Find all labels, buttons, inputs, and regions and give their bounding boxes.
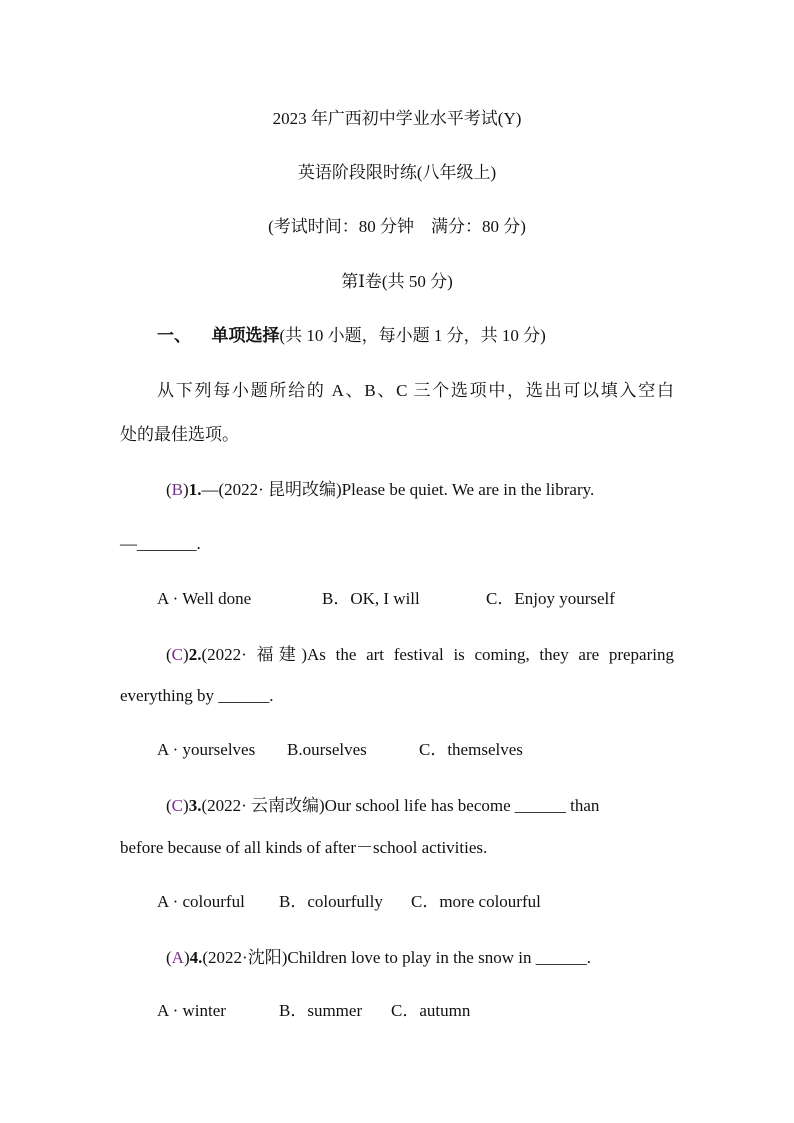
question-3-stem-line1: (C)3.(2022· 云南改编)Our school life has become ______ than — [166, 796, 600, 815]
section-instruction-line2: 处的最佳选项。 — [120, 425, 239, 444]
question-2-option-b: B.ourselves — [287, 740, 367, 759]
question-1-number: 1. — [188, 480, 202, 499]
question-4-answer: (A) — [166, 948, 190, 967]
section-heading — [157, 324, 674, 348]
section-instruction-line1: 从下列每小题所给的 A、B、C 三个选项中，选出可以填入空白 — [157, 381, 674, 400]
question-4-options — [157, 999, 674, 1023]
question-1-stem-line1: (B)1.—(2022· 昆明改编)Please be quiet. We are in the library. — [166, 480, 595, 499]
section-title: 单项选择 — [211, 326, 280, 345]
question-1-options — [157, 587, 674, 611]
question-4-option-a: A · winter — [157, 1001, 226, 1020]
question-1-option-a: A · Well done — [157, 589, 252, 608]
section-detail: (共 10 小题，每小题 1 分，共 10 分) — [279, 326, 546, 345]
question-1-option-c: C．Enjoy yourself — [486, 589, 615, 608]
question-2-options — [157, 738, 674, 762]
question-3-option-a: A · colourful — [157, 892, 245, 911]
question-4-stem-line1: (A)4.(2022·沈阳)Children love to play in the snow in ______. — [166, 948, 591, 967]
exam-subtitle: 英语阶段限时练(八年级上) — [297, 163, 497, 182]
question-1-option-b: B．OK, I will — [322, 589, 420, 608]
question-4-option-b: B．summer — [279, 1001, 363, 1020]
question-2-number: 2. — [188, 645, 202, 664]
question-3-stem-line2: before because of all kinds of after－school activities. — [120, 838, 488, 857]
question-3-option-b: B．colourfully — [279, 892, 383, 911]
question-1-answer: (B) — [166, 480, 189, 499]
question-2-option-a: A · yourselves — [157, 740, 256, 759]
question-4-option-c: C．autumn — [391, 1001, 471, 1020]
exam-time-info: (考试时间：80 分钟 满分：80 分) — [268, 217, 526, 236]
question-2-stem-line1: (C)2.(2022· 福建)As the art festival is coming, they are preparing — [166, 645, 674, 664]
question-3-options — [157, 890, 674, 914]
question-3-option-c: C．more colourful — [411, 892, 541, 911]
volume-heading: 第Ⅰ卷(共 50 分) — [341, 272, 453, 291]
question-2-answer: (C) — [166, 645, 189, 664]
question-4-number: 4. — [189, 948, 203, 967]
question-3-answer: (C) — [166, 796, 189, 815]
question-3-number: 3. — [188, 796, 202, 815]
question-1-stem-line2: —_______. — [120, 534, 201, 553]
exam-title: 2023 年广西初中学业水平考试(Y) — [272, 109, 522, 128]
section-number: 一、 — [157, 326, 191, 345]
question-2-option-c: C．themselves — [419, 740, 523, 759]
question-2-stem-line2: everything by ______. — [120, 686, 274, 705]
